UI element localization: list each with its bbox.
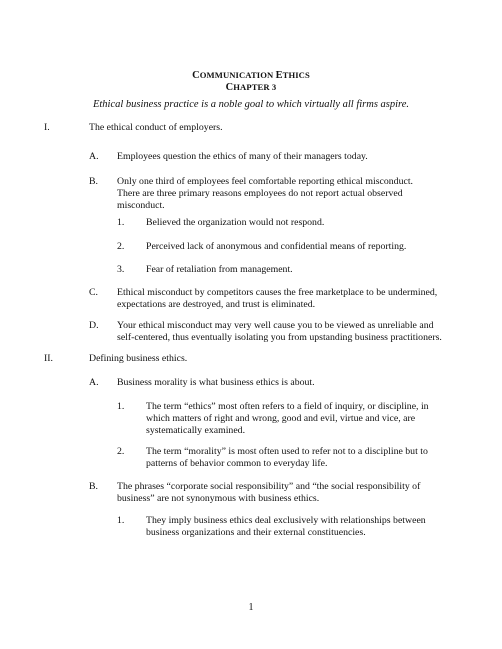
item-letter: B. (89, 481, 98, 492)
chapter-heading (0, 82, 502, 93)
section-heading: Defining business ethics. (89, 353, 188, 364)
outline-line: Only one third of employees feel comfortable reporting ethical misconduct. (117, 176, 413, 187)
epigraph: Ethical business practice is a noble goal to which virtually all firms aspire. (92, 99, 410, 110)
subitem-number: 2. (117, 241, 125, 252)
outline-line: Perceived lack of anonymous and confidential means of reporting. (146, 241, 407, 252)
section-number: I. (44, 122, 50, 133)
outline-line: patterns of behavior common to everyday life. (146, 458, 328, 469)
outline-line: The phrases “corporate social responsibility” and “the social responsibility of (117, 481, 421, 492)
subitem-number: 2. (117, 446, 125, 457)
subitem-number: 1. (117, 515, 125, 526)
chapter-initial: C (225, 82, 234, 93)
outline-line: Fear of retaliation from management. (146, 264, 293, 275)
outline-line: Your ethical misconduct may very well cause you to be viewed as unreliable and (117, 320, 434, 331)
subitem-number: 3. (117, 264, 125, 275)
title-part-1: OMMUNICATION (199, 70, 276, 80)
outline-line: The term “ethics” most often refers to a field of inquiry, or discipline, in (146, 401, 429, 412)
outline-line: business organizations and their external constituencies. (146, 527, 366, 538)
outline-line: The term “morality” is most often used to refer not to a discipline but to (146, 446, 428, 457)
outline-line: They imply business ethics deal exclusively with relationships between (146, 515, 426, 526)
outline-line: Employees question the ethics of many of their managers today. (117, 151, 368, 162)
subitem-number: 1. (117, 217, 125, 228)
outline-line: Ethical misconduct by competitors causes the free marketplace to be undermined, (117, 287, 438, 298)
subitem-number: 1. (117, 401, 125, 412)
item-letter: D. (89, 320, 99, 331)
item-letter: C. (89, 287, 98, 298)
outline-line: business” are not synonymous with business ethics. (117, 493, 320, 504)
outline-line: which matters of right and wrong, good and evil, virtue and vice, are (146, 413, 416, 424)
chapter-rest: HAPTER 3 (233, 82, 277, 92)
section-number: II. (44, 353, 53, 364)
item-letter: B. (89, 176, 98, 187)
outline-line: Believed the organization would not respond. (146, 217, 325, 228)
section-heading: The ethical conduct of employers. (89, 122, 223, 133)
outline-line: Business morality is what business ethics is about. (117, 377, 315, 388)
item-letter: A. (89, 377, 99, 388)
page-number: 1 (248, 602, 254, 613)
document-title (0, 70, 502, 81)
outline-line: expectations are destroyed, and trust is eliminated. (117, 299, 316, 310)
title-initial-2: E (275, 70, 283, 81)
outline-line: self-centered, thus eventually isolating you from upstanding business practitioners. (117, 332, 442, 343)
outline-line: systematically examined. (146, 425, 246, 436)
item-letter: A. (89, 151, 99, 162)
title-part-2: THICS (282, 70, 310, 80)
outline-line: misconduct. (117, 200, 165, 211)
title-initial-1: C (192, 70, 200, 81)
outline-line: There are three primary reasons employees do not report actual observed (117, 188, 403, 199)
